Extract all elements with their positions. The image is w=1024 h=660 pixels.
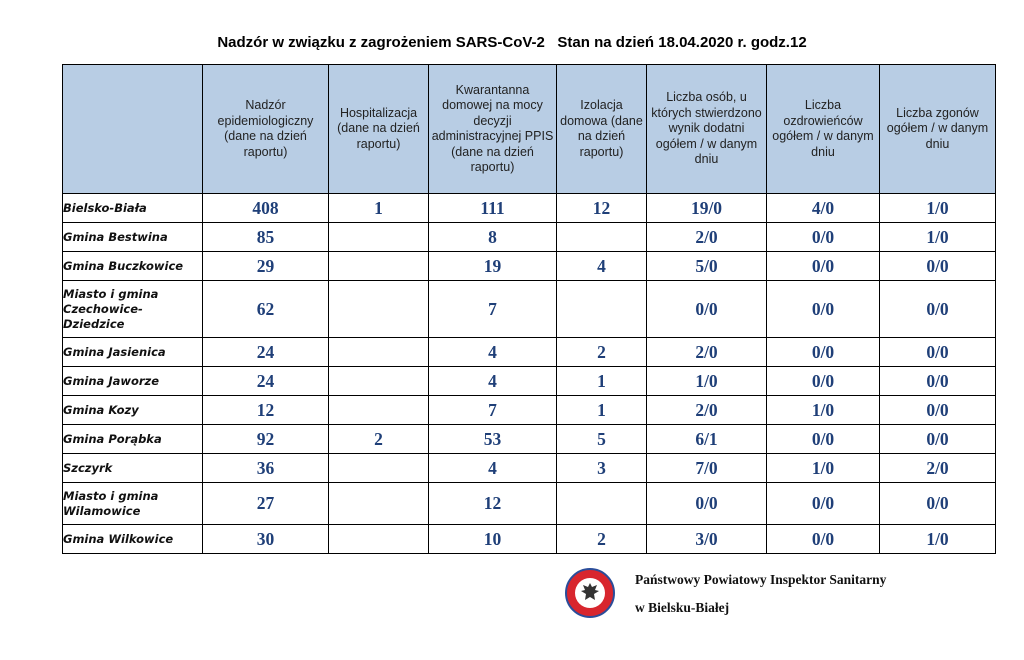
table-row — [63, 194, 996, 223]
table-row — [63, 425, 996, 454]
cell-positive: 2/0 — [647, 338, 767, 367]
cell-hospitalization — [329, 525, 429, 554]
header-cell-positive: Liczba osób, u których stwierdzono wynik dodatni ogółem / w danym dniu — [647, 65, 767, 194]
cell-surveillance: 36 — [203, 454, 329, 483]
cell-positive: 7/0 — [647, 454, 767, 483]
sanitary-inspection-logo-icon — [565, 568, 615, 618]
cell-quarantine: 4 — [429, 367, 557, 396]
table-row — [63, 483, 996, 525]
cell-deaths: 0/0 — [880, 252, 996, 281]
municipality-name: Szczyrk — [63, 454, 203, 483]
surveillance-table — [62, 64, 996, 554]
cell-recovered: 0/0 — [767, 252, 880, 281]
table-row — [63, 367, 996, 396]
cell-positive: 1/0 — [647, 367, 767, 396]
cell-hospitalization — [329, 338, 429, 367]
cell-surveillance: 24 — [203, 367, 329, 396]
header-cell-isolation: Izolacja domowa (dane na dzień raportu) — [557, 65, 647, 194]
cell-isolation: 2 — [557, 525, 647, 554]
cell-deaths: 0/0 — [880, 425, 996, 454]
cell-recovered: 0/0 — [767, 525, 880, 554]
eagle-icon — [575, 578, 605, 608]
cell-positive: 2/0 — [647, 223, 767, 252]
header-cell-quarantine: Kwarantanna domowej na mocy decyzji administracyjnej PPIS (dane na dzień raportu) — [429, 65, 557, 194]
cell-surveillance: 29 — [203, 252, 329, 281]
header-cell-name — [63, 65, 203, 194]
cell-hospitalization — [329, 367, 429, 396]
cell-quarantine: 4 — [429, 454, 557, 483]
cell-surveillance: 27 — [203, 483, 329, 525]
table-body — [63, 194, 996, 554]
cell-isolation — [557, 281, 647, 338]
cell-positive: 2/0 — [647, 396, 767, 425]
municipality-name: Bielsko-Biała — [63, 194, 203, 223]
cell-isolation: 4 — [557, 252, 647, 281]
cell-recovered: 0/0 — [767, 338, 880, 367]
cell-positive: 0/0 — [647, 483, 767, 525]
cell-isolation: 5 — [557, 425, 647, 454]
header-cell-recovered: Liczba ozdrowieńców ogółem / w danym dniu — [767, 65, 880, 194]
cell-hospitalization — [329, 483, 429, 525]
cell-isolation: 1 — [557, 367, 647, 396]
table-row — [63, 525, 996, 554]
cell-positive: 5/0 — [647, 252, 767, 281]
inspector-title: Państwowy Powiatowy Inspektor Sanitarny — [635, 572, 887, 587]
header-cell-hospitalization: Hospitalizacja (dane na dzień raportu) — [329, 65, 429, 194]
cell-recovered: 0/0 — [767, 367, 880, 396]
cell-recovered: 0/0 — [767, 425, 880, 454]
cell-quarantine: 7 — [429, 396, 557, 425]
cell-deaths: 2/0 — [880, 454, 996, 483]
cell-recovered: 1/0 — [767, 396, 880, 425]
cell-recovered: 4/0 — [767, 194, 880, 223]
header-row — [63, 65, 996, 194]
municipality-name: Gmina Jasienica — [63, 338, 203, 367]
table-row — [63, 454, 996, 483]
cell-quarantine: 53 — [429, 425, 557, 454]
table-row — [63, 396, 996, 425]
table-row — [63, 223, 996, 252]
municipality-name: Gmina Wilkowice — [63, 525, 203, 554]
cell-isolation: 2 — [557, 338, 647, 367]
municipality-name: Gmina Porąbka — [63, 425, 203, 454]
page-title: Nadzór w związku z zagrożeniem SARS-CoV-2 Stan na dzień 18.04.2020 r. godz.12 — [217, 34, 807, 51]
cell-quarantine: 10 — [429, 525, 557, 554]
cell-isolation: 1 — [557, 396, 647, 425]
cell-hospitalization — [329, 396, 429, 425]
cell-deaths: 0/0 — [880, 367, 996, 396]
table-row — [63, 281, 996, 338]
cell-surveillance: 62 — [203, 281, 329, 338]
cell-quarantine: 4 — [429, 338, 557, 367]
cell-quarantine: 12 — [429, 483, 557, 525]
cell-hospitalization — [329, 281, 429, 338]
cell-positive: 19/0 — [647, 194, 767, 223]
municipality-name: Gmina Buczkowice — [63, 252, 203, 281]
municipality-name: Miasto i gmina Wilamowice — [63, 483, 203, 525]
cell-recovered: 0/0 — [767, 281, 880, 338]
cell-surveillance: 24 — [203, 338, 329, 367]
cell-deaths: 1/0 — [880, 194, 996, 223]
footer — [565, 568, 985, 628]
cell-quarantine: 19 — [429, 252, 557, 281]
cell-deaths: 0/0 — [880, 396, 996, 425]
table-row — [63, 338, 996, 367]
cell-deaths: 1/0 — [880, 525, 996, 554]
cell-deaths: 0/0 — [880, 338, 996, 367]
cell-surveillance: 408 — [203, 194, 329, 223]
cell-hospitalization: 1 — [329, 194, 429, 223]
municipality-name: Gmina Kozy — [63, 396, 203, 425]
cell-positive: 6/1 — [647, 425, 767, 454]
cell-isolation: 3 — [557, 454, 647, 483]
cell-hospitalization: 2 — [329, 425, 429, 454]
cell-hospitalization — [329, 454, 429, 483]
cell-surveillance: 92 — [203, 425, 329, 454]
cell-positive: 3/0 — [647, 525, 767, 554]
table-row — [63, 252, 996, 281]
municipality-name: Gmina Jaworze — [63, 367, 203, 396]
cell-recovered: 0/0 — [767, 483, 880, 525]
cell-hospitalization — [329, 223, 429, 252]
cell-recovered: 1/0 — [767, 454, 880, 483]
cell-deaths: 1/0 — [880, 223, 996, 252]
cell-quarantine: 111 — [429, 194, 557, 223]
cell-deaths: 0/0 — [880, 281, 996, 338]
cell-recovered: 0/0 — [767, 223, 880, 252]
inspector-location: w Bielsku-Białej — [635, 600, 730, 615]
cell-deaths: 0/0 — [880, 483, 996, 525]
header-cell-surveillance: Nadzór epidemiologiczny (dane na dzień raportu) — [203, 65, 329, 194]
cell-surveillance: 85 — [203, 223, 329, 252]
cell-isolation: 12 — [557, 194, 647, 223]
header-cell-deaths: Liczba zgonów ogółem / w danym dniu — [880, 65, 996, 194]
municipality-name: Miasto i gmina Czechowice-Dziedzice — [63, 281, 203, 338]
cell-positive: 0/0 — [647, 281, 767, 338]
cell-surveillance: 30 — [203, 525, 329, 554]
cell-surveillance: 12 — [203, 396, 329, 425]
cell-quarantine: 7 — [429, 281, 557, 338]
cell-hospitalization — [329, 252, 429, 281]
cell-isolation — [557, 223, 647, 252]
cell-isolation — [557, 483, 647, 525]
municipality-name: Gmina Bestwina — [63, 223, 203, 252]
cell-quarantine: 8 — [429, 223, 557, 252]
